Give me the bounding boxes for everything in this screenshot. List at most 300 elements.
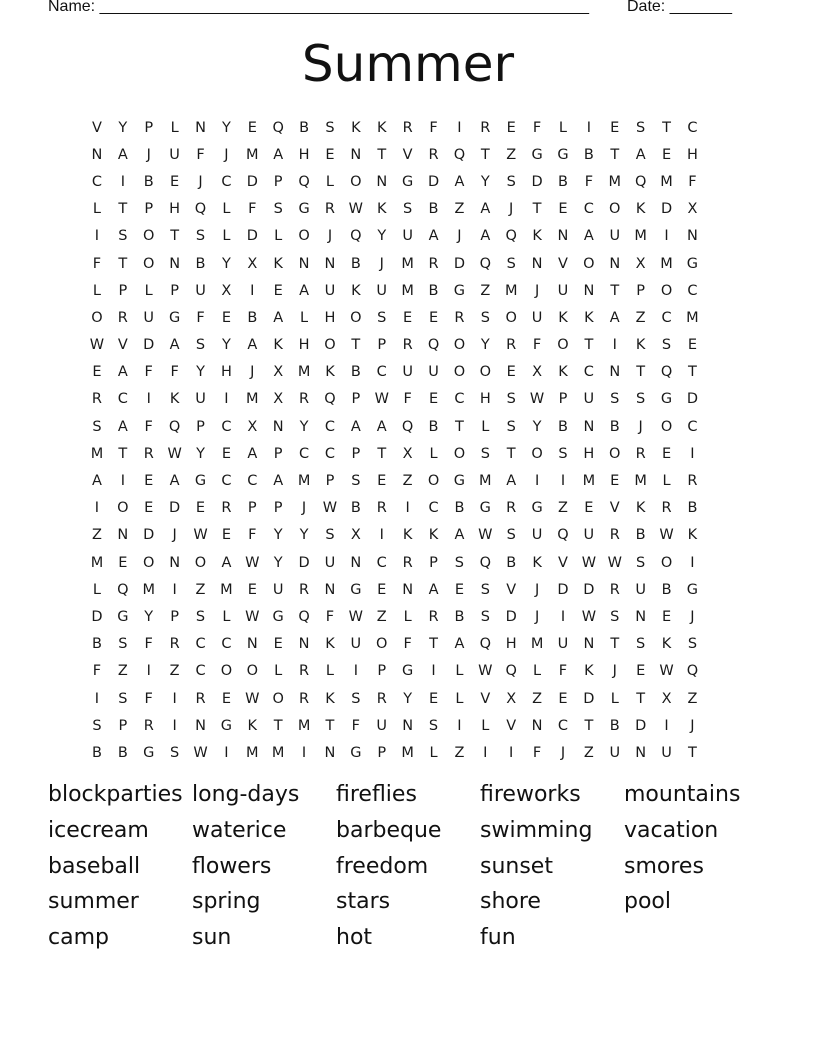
grid-letter: H [298,337,310,354]
grid-letter: D [246,173,258,190]
grid-letter: S [687,636,698,653]
grid-letter: Y [196,445,205,462]
grid-letter: I [457,119,462,136]
grid-letter: I [405,500,410,517]
grid-letter: A [91,473,102,490]
grid-letter: N [195,717,206,734]
grid-letter: R [454,309,465,326]
grid-letter: R [299,663,310,680]
grid-letter: T [662,119,671,136]
grid-letter: P [377,663,387,680]
grid-letter: L [455,690,464,707]
word-bank-item: fun [480,925,516,951]
grid-letter: M [246,391,259,408]
grid-letter: P [429,554,438,571]
grid-letter: F [92,663,102,680]
grid-letter: C [687,418,698,435]
grid-letter: L [481,717,490,734]
grid-letter: U [583,391,595,408]
name-line: Name: _______________________________________________________ [48,0,589,15]
grid-letter: J [690,608,695,625]
grid-letter: O [583,255,595,272]
grid-letter: L [170,119,179,136]
grid-letter: K [558,309,568,326]
grid-letter: I [224,744,229,761]
grid-letter: P [247,500,257,517]
grid-letter: G [220,717,233,734]
grid-letter: Q [272,119,284,136]
grid-letter: E [687,337,698,354]
grid-row [84,413,734,440]
grid-letter: D [557,581,569,598]
grid-letter: E [661,445,672,462]
grid-letter: F [196,309,205,326]
grid-letter: V [506,717,517,734]
grid-letter: U [635,581,646,598]
grid-letter: Y [196,364,205,381]
grid-letter: L [662,473,671,490]
grid-letter: K [273,255,283,272]
grid-letter: X [661,690,672,707]
grid-letter: F [429,119,438,136]
grid-letter: A [117,364,128,381]
grid-letter: Z [480,282,491,299]
grid-letter: P [636,282,646,299]
grid-letter: D [91,608,103,625]
grid-letter: D [686,391,699,408]
grid-letter: H [686,146,698,163]
grid-letter: U [143,309,155,326]
grid-letter: Y [118,119,128,136]
grid-letter: V [480,690,491,707]
word-bank-item: baseball [48,853,141,879]
grid-letter: C [376,364,387,381]
grid-letter: L [455,663,464,680]
grid-letter: O [272,690,284,707]
grid-letter: A [583,228,594,245]
grid-letter: R [143,717,154,734]
grid-letter: I [690,445,695,462]
grid-letter: Q [479,636,492,653]
grid-letter: C [221,173,232,190]
grid-letter: I [353,663,358,680]
grid-letter: S [661,337,672,354]
grid-letter: T [610,146,620,163]
grid-letter: J [534,282,540,299]
grid-letter: N [376,173,388,190]
grid-letter: K [351,282,361,299]
grid-letter: I [172,717,177,734]
grid-letter: J [327,228,333,245]
grid-letter: I [172,690,177,707]
grid-letter: C [557,717,569,734]
grid-letter: W [478,527,493,544]
grid-letter: I [146,663,151,680]
grid-letter: T [636,690,646,707]
grid-letter: W [245,608,260,625]
grid-letter: L [92,282,101,299]
grid-row [84,576,734,603]
grid-row [84,603,734,630]
grid-letter: X [221,282,232,299]
word-bank-item: sun [192,925,232,951]
grid-letter: H [583,445,595,462]
grid-letter: B [558,173,568,190]
grid-letter: T [377,445,387,462]
grid-letter: R [143,445,154,462]
grid-letter: A [454,527,465,544]
grid-letter: B [661,581,672,598]
grid-letter: L [610,690,619,707]
grid-letter: C [428,500,439,517]
grid-letter: Y [221,255,231,272]
grid-letter: M [686,309,699,326]
grid-letter: T [273,717,283,734]
grid-letter: A [247,337,258,354]
grid-row [84,440,734,467]
grid-letter: K [635,337,646,354]
grid-letter: G [194,473,207,490]
grid-letter: R [221,500,232,517]
grid-letter: G [350,744,362,761]
grid-letter: W [245,690,260,707]
grid-letter: Z [583,744,594,761]
grid-letter: A [428,581,439,598]
grid-letter: K [325,636,335,653]
grid-letter: C [221,473,232,490]
grid-letter: U [428,364,439,381]
grid-letter: E [661,146,672,163]
grid-letter: U [402,364,413,381]
grid-letter: Z [687,690,698,707]
grid-letter: I [612,337,617,354]
grid-letter: F [144,636,153,653]
grid-letter: Y [221,337,231,354]
grid-letter: F [403,391,412,408]
grid-letter: A [117,146,128,163]
grid-letter: E [610,119,620,136]
grid-letter: J [612,663,617,680]
word-bank-item: blockparties [48,782,183,807]
grid-letter: N [298,255,310,272]
grid-letter: S [92,418,102,435]
grid-letter: S [118,690,128,707]
grid-letter: J [509,201,514,218]
grid-letter: X [273,364,284,381]
grid-letter: F [92,255,102,272]
grid-letter: C [583,364,594,381]
grid-letter: F [532,337,542,354]
grid-letter: M [246,146,259,163]
grid-row [84,495,734,522]
grid-letter: E [325,146,335,163]
grid-letter: M [90,445,104,462]
grid-letter: D [298,554,310,571]
grid-letter: F [196,146,205,163]
grid-letter: W [167,445,182,462]
grid-letter: H [298,146,310,163]
grid-letter: D [169,500,181,517]
grid-letter: E [428,690,439,707]
grid-letter: I [224,391,229,408]
grid-letter: T [584,337,594,354]
grid-letter: S [506,418,516,435]
grid-letter: J [250,364,255,381]
grid-row [84,196,734,223]
grid-letter: P [558,391,568,408]
grid-letter: N [583,282,595,299]
grid-letter: D [583,690,595,707]
grid-letter: G [298,201,310,218]
grid-letter: F [248,527,257,544]
grid-letter: Q [557,527,569,544]
grid-letter: R [402,337,413,354]
grid-letter: K [351,119,361,136]
grid-letter: T [610,282,620,299]
grid-letter: N [91,146,103,163]
grid-letter: E [221,309,231,326]
grid-letter: X [273,391,284,408]
grid-letter: K [273,337,283,354]
grid-letter: G [531,146,543,163]
grid-letter: E [144,500,154,517]
grid-letter: R [91,391,102,408]
grid-letter: Q [660,364,673,381]
grid-letter: N [246,636,258,653]
grid-letter: S [480,608,490,625]
grid-letter: U [583,527,595,544]
grid-letter: I [483,744,488,761]
grid-letter: V [506,581,517,598]
word-bank-item: vacation [624,817,719,843]
grid-letter: E [377,473,387,490]
grid-letter: O [143,554,155,571]
grid-letter: G [272,608,284,625]
grid-letter: B [454,608,465,625]
grid-letter: U [557,282,569,299]
grid-letter: T [325,717,335,734]
grid-letter: D [583,581,595,598]
grid-letter: R [480,119,491,136]
grid-letter: T [118,255,128,272]
grid-letter: M [271,744,285,761]
grid-letter: M [220,581,233,598]
grid-letter: J [379,255,384,272]
grid-letter: N [687,228,698,245]
grid-letter: L [558,119,568,136]
word-bank-item: fireflies [336,782,417,807]
grid-letter: M [142,581,155,598]
grid-letter: E [195,500,206,517]
grid-letter: L [300,309,309,326]
grid-letter: L [325,663,334,680]
grid-row [84,332,734,359]
grid-row [84,304,734,331]
grid-letter: T [584,717,594,734]
grid-letter: K [169,391,180,408]
grid-letter: B [687,500,698,517]
grid-letter: D [505,608,517,625]
grid-letter: T [610,636,620,653]
grid-letter: G [479,500,491,517]
grid-letter: Z [169,663,180,680]
grid-letter: T [506,445,516,462]
grid-letter: O [453,445,466,462]
grid-letter: A [428,228,439,245]
grid-letter: I [94,690,100,707]
grid-letter: O [427,473,440,490]
grid-letter: S [195,608,206,625]
grid-letter: O [350,173,362,190]
grid-letter: F [403,636,412,653]
grid-letter: C [687,119,698,136]
grid-letter: A [454,636,465,653]
grid-letter: Y [299,418,309,435]
grid-letter: C [117,391,128,408]
grid-letter: O [609,201,621,218]
word-bank-item: pool [624,889,671,915]
grid-letter: P [196,418,205,435]
grid-letter: Y [480,173,490,190]
grid-letter: G [531,500,543,517]
grid-letter: E [92,364,102,381]
grid-letter: G [453,282,466,299]
grid-letter: O [220,663,233,680]
grid-letter: L [92,581,101,598]
grid-letter: P [118,717,128,734]
grid-row [84,359,734,386]
grid-letter: S [506,391,516,408]
grid-letter: S [351,690,361,707]
grid-letter: G [350,581,362,598]
grid-letter: C [195,636,206,653]
grid-letter: A [376,418,387,435]
grid-letter: J [638,418,643,435]
grid-letter: T [532,201,542,218]
grid-letter: U [376,717,388,734]
grid-letter: M [401,255,414,272]
grid-letter: C [324,418,336,435]
grid-letter: C [376,554,387,571]
grid-letter: E [377,581,387,598]
grid-letter: A [480,228,491,245]
grid-letter: N [635,608,647,625]
grid-letter: M [401,282,414,299]
grid-letter: T [170,228,180,245]
grid-letter: G [143,744,155,761]
grid-letter: L [92,201,101,218]
grid-letter: E [273,636,283,653]
grid-letter: S [325,119,335,136]
grid-letter: Q [479,255,492,272]
grid-letter: Z [532,690,543,707]
grid-letter: S [454,554,465,571]
grid-letter: H [324,309,336,326]
grid-letter: S [403,201,413,218]
grid-letter: U [272,581,284,598]
grid-letter: I [586,119,591,136]
grid-letter: K [325,364,335,381]
grid-letter: R [195,690,206,707]
grid-letter: C [687,282,698,299]
grid-letter: B [428,201,439,218]
grid-letter: W [193,744,208,761]
grid-letter: T [118,201,128,218]
grid-letter: R [506,500,517,517]
grid-letter: S [118,228,128,245]
word-bank-item: hot [336,925,373,951]
grid-letter: J [534,581,540,598]
grid-letter: V [609,500,620,517]
grid-letter: R [402,554,413,571]
grid-letter: I [94,500,100,517]
grid-letter: Q [298,608,310,625]
grid-letter: G [686,255,699,272]
grid-letter: D [660,201,673,218]
grid-letter: I [664,228,669,245]
grid-letter: C [454,391,465,408]
grid-letter: M [660,173,673,190]
grid-letter: Y [377,228,387,245]
grid-letter: N [531,717,543,734]
grid-letter: T [377,146,387,163]
grid-letter: X [350,527,361,544]
grid-letter: K [325,690,335,707]
grid-letter: N [350,554,362,571]
grid-letter: S [428,717,439,734]
grid-letter: L [222,228,231,245]
grid-letter: Q [401,418,414,435]
grid-letter: E [118,554,128,571]
grid-letter: G [660,391,673,408]
grid-letter: Z [454,744,465,761]
word-bank-item: icecream [48,817,149,843]
puzzle-title: Summer [301,35,515,93]
grid-letter: X [247,418,258,435]
grid-row [84,631,734,658]
grid-letter: L [274,228,283,245]
grid-letter: H [479,391,491,408]
grid-letter: G [117,608,129,625]
grid-letter: Q [194,201,207,218]
grid-letter: I [146,391,151,408]
grid-letter: B [506,554,517,571]
grid-letter: M [401,744,414,761]
grid-letter: O [453,337,466,354]
grid-letter: M [297,717,311,734]
grid-letter: W [659,663,674,680]
grid-letter: B [609,418,620,435]
grid-letter: G [402,173,414,190]
grid-letter: V [558,255,568,272]
grid-letter: J [560,744,566,761]
grid-letter: O [660,282,673,299]
grid-letter: M [90,554,104,571]
grid-letter: J [172,527,177,544]
grid-letter: J [146,146,151,163]
grid-letter: C [661,309,672,326]
grid-letter: O [91,309,103,326]
grid-letter: N [169,255,181,272]
word-bank-item: smores [624,853,704,879]
grid-letter: Q [117,581,129,598]
grid-letter: R [609,527,620,544]
word-bank-item: mountains [624,782,741,807]
grid-letter: E [506,364,516,381]
grid-letter: S [377,309,387,326]
grid-letter: N [350,146,362,163]
grid-row [84,277,734,304]
